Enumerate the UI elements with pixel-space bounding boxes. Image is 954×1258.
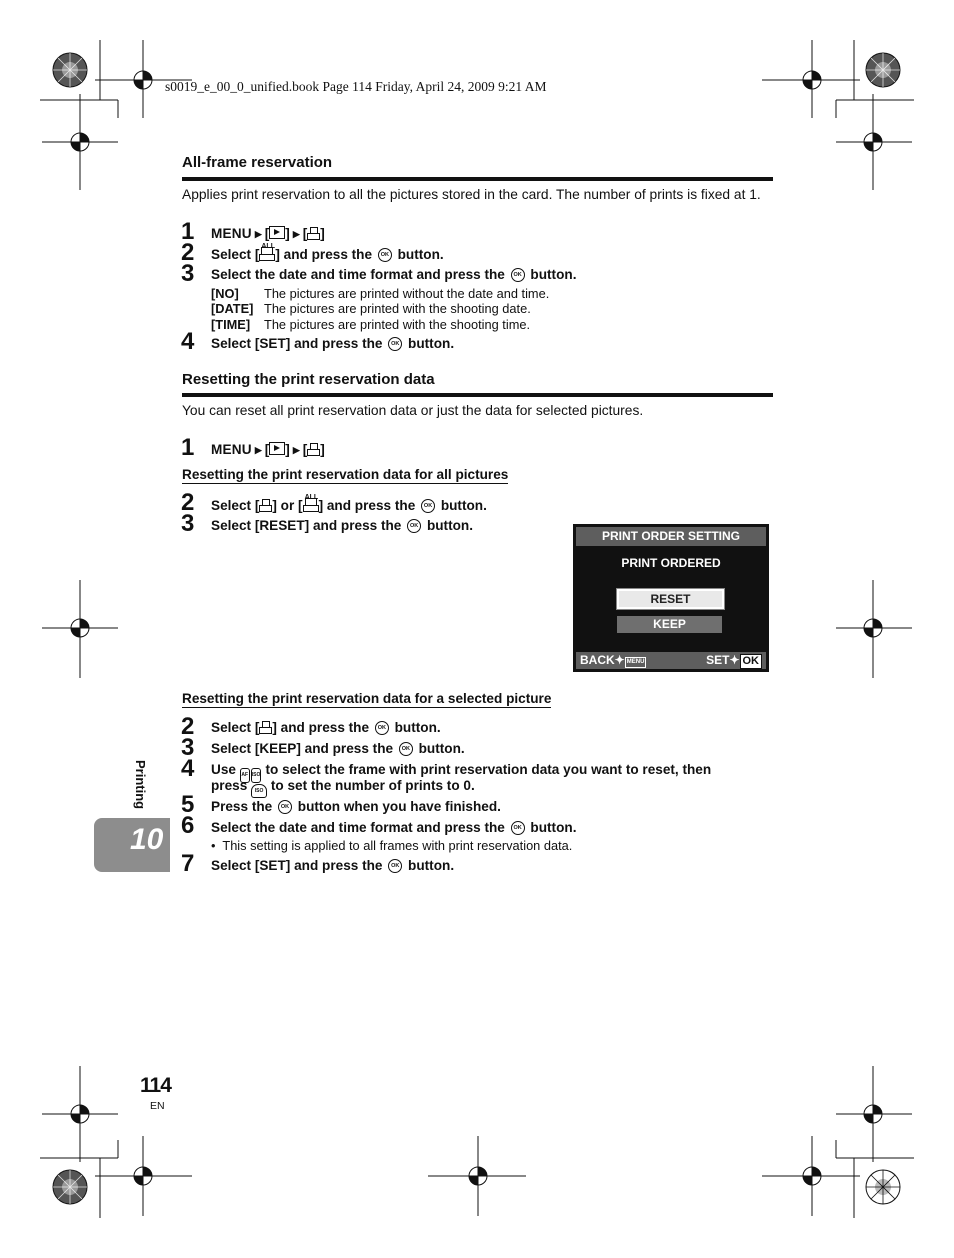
step-text	[211, 518, 473, 533]
step-number: 1	[181, 218, 195, 245]
step-text-part: ] and press the	[318, 498, 416, 513]
heading-rule	[182, 393, 773, 397]
step-number: 3	[181, 510, 195, 537]
subheading-selected-picture: Resetting the print reservation data for a selected picture	[182, 691, 552, 706]
step-text	[211, 858, 454, 873]
section-intro: You can reset all print reservation data or just the data for selected pictures.	[182, 403, 644, 418]
ok-button-icon: OK	[388, 337, 402, 351]
print-all-icon	[303, 494, 319, 512]
step-text-part: Select [SET] and press the	[211, 858, 383, 873]
step-text-part: button.	[408, 858, 455, 873]
step-number: 7	[181, 850, 195, 877]
step-text-part: button.	[394, 720, 441, 735]
screen-option-keep: KEEP	[617, 616, 722, 633]
print-icon	[259, 721, 272, 734]
all-label: ALL	[304, 494, 319, 501]
step-text	[211, 336, 454, 351]
step-number: 1	[181, 434, 195, 461]
section-heading-all-frame: All-frame reservation	[182, 154, 333, 171]
back-label: BACK	[580, 653, 615, 667]
step-text-part: ] and press the	[275, 247, 373, 262]
step-text-part: Select [	[211, 720, 260, 735]
step-text	[211, 494, 487, 513]
screen-set-hint: SET✦ OK	[706, 652, 762, 669]
step-text-part: ] and press the	[272, 720, 370, 735]
step-text	[211, 741, 465, 756]
af-button-icon: AF	[240, 768, 250, 783]
step-text-part: Select [SET] and press the	[211, 336, 383, 351]
bullet-note: • This setting is applied to all frames with print reservation data.	[211, 838, 573, 853]
ok-button-icon: OK	[278, 800, 292, 814]
step-text-part: Press the	[211, 799, 273, 814]
step-text-part: Select [	[211, 498, 260, 513]
step-menu-path: MENU ▶ [ ] ▶ [ ]	[211, 226, 325, 241]
step-text-part: button.	[408, 336, 455, 351]
step-text-part: button.	[397, 247, 444, 262]
ok-button-icon: OK	[421, 499, 435, 513]
menu-label: MENU	[211, 442, 252, 457]
heading-rule	[182, 177, 773, 181]
print-icon	[307, 443, 320, 456]
step-text	[211, 267, 576, 282]
option-key: [DATE]	[211, 301, 254, 316]
ok-button-icon: OK	[511, 821, 525, 835]
arrow-right-icon: ▶	[254, 445, 262, 455]
screen-title-bar: PRINT ORDER SETTING	[576, 527, 766, 546]
step-text-part: Select the date and time format and press the	[211, 267, 505, 282]
step-text-part: button.	[530, 267, 577, 282]
registration-crosshair-icon	[42, 40, 912, 1216]
step-menu-path: MENU ▶ [ ] ▶ [ ]	[211, 442, 325, 457]
step-text-part: Select [	[211, 247, 260, 262]
step-text-part: to set the number of prints to 0.	[270, 778, 475, 793]
step-text	[211, 799, 501, 814]
section-intro: Applies print reservation to all the pictures stored in the card. The number of prints is fixed at 1.	[182, 187, 761, 202]
step-text-part: to select the frame with print reservation data you want to reset, then	[265, 762, 712, 777]
step-text-part: Use	[211, 762, 236, 777]
step-text-part: Select the date and time format and press the	[211, 820, 505, 835]
option-desc: The pictures are printed with the shooting date.	[264, 301, 531, 316]
step-number: 4	[181, 755, 195, 782]
menu-button-icon: MENU	[625, 657, 647, 668]
bullet-text: This setting is applied to all frames with print reservation data.	[222, 838, 573, 853]
ok-button-icon: OK	[407, 519, 421, 533]
option-key: [NO]	[211, 286, 239, 301]
chapter-number: 10	[130, 823, 164, 856]
step-text-part: Select [RESET] and press the	[211, 518, 402, 533]
step-text-part: Select [KEEP] and press the	[211, 741, 394, 756]
print-icon	[307, 227, 320, 240]
screen-footer	[576, 652, 766, 669]
ok-key-icon: OK	[740, 654, 763, 669]
screen-back-hint: BACK✦ MENU	[580, 653, 645, 667]
all-label: ALL	[261, 243, 275, 250]
screen-status: PRINT ORDERED	[621, 556, 721, 570]
playback-icon	[269, 226, 285, 239]
ok-button-icon: OK	[511, 268, 525, 282]
step-number: 5	[181, 791, 195, 818]
playback-icon	[269, 442, 285, 455]
step-text-part: ] or [	[272, 498, 303, 513]
step-number: 3	[181, 734, 195, 761]
step-number: 2	[181, 239, 195, 266]
step-number: 6	[181, 812, 195, 839]
step-text-part: button.	[426, 518, 473, 533]
ok-button-icon: OK	[388, 859, 402, 873]
step-text-part: press	[211, 778, 248, 793]
step-text-line2	[211, 778, 475, 798]
page-number: 114	[140, 1074, 171, 1097]
step-text	[211, 243, 444, 262]
book-header-line: s0019_e_00_0_unified.book Page 114 Friday, April 24, 2009 9:21 AM	[165, 79, 547, 94]
subheading-all-pictures: Resetting the print reservation data for all pictures	[182, 467, 509, 482]
menu-label: MENU	[211, 226, 252, 241]
step-number: 2	[181, 713, 195, 740]
step-text-part: button.	[530, 820, 577, 835]
step-text-part: button when you have finished.	[297, 799, 501, 814]
step-number: 2	[181, 489, 195, 516]
ok-button-icon: OK	[399, 742, 413, 756]
step-text-part: button.	[440, 498, 487, 513]
step-number: 4	[181, 328, 195, 355]
option-key: [TIME]	[211, 317, 251, 332]
chapter-side-label: Printing	[133, 760, 148, 810]
ok-button-icon: OK	[378, 248, 392, 262]
set-label: SET	[706, 653, 730, 667]
iso-button-icon: ISO	[251, 768, 261, 783]
print-all-icon	[259, 243, 275, 261]
dial-icon: ISO	[251, 784, 267, 798]
option-desc: The pictures are printed without the date and time.	[264, 286, 550, 301]
step-text	[211, 820, 576, 835]
step-text	[211, 720, 441, 735]
ok-button-icon: OK	[375, 721, 389, 735]
arrow-right-icon: ▶	[292, 445, 300, 455]
step-text-part: button.	[418, 741, 465, 756]
option-desc: The pictures are printed with the shooting time.	[264, 317, 531, 332]
camera-screen-illustration	[573, 524, 769, 672]
page-language: EN	[150, 1100, 165, 1112]
screen-option-reset: RESET	[617, 589, 724, 609]
section-heading-reset: Resetting the print reservation data	[182, 371, 435, 388]
arrow-right-icon: ▶	[292, 229, 300, 239]
print-icon	[259, 499, 272, 512]
arrow-right-icon: ▶	[254, 229, 262, 239]
step-number: 3	[181, 260, 195, 287]
